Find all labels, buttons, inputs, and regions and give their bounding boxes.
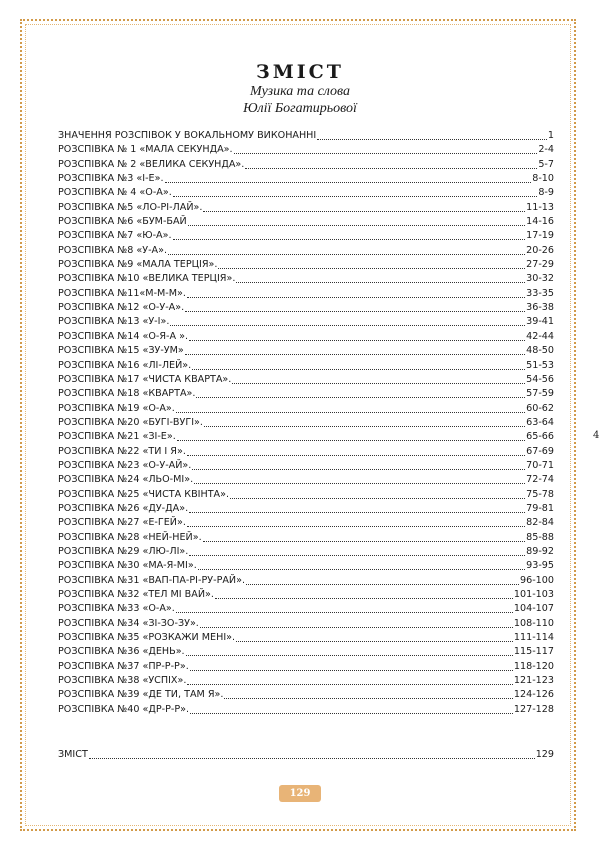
toc-entry-label: РОЗСПІВКА № 4 «О-А». xyxy=(58,187,172,199)
toc-entry[interactable] xyxy=(58,703,554,717)
toc-entry-label: РОЗСПІВКА №12 «О-У-А». xyxy=(58,302,185,314)
toc-leader-dots xyxy=(196,387,525,398)
toc-entry[interactable] xyxy=(58,387,554,401)
toc-leader-dots xyxy=(236,272,525,283)
toc-entry-label: РОЗСПІВКА №38 «УСПІХ». xyxy=(58,675,187,687)
toc-entry-label: РОЗСПІВКА №34 «ЗІ-ЗО-ЗУ». xyxy=(58,617,199,629)
toc-entry-label: РОЗСПІВКА №16 «ЛІ-ЛЕЙ». xyxy=(58,359,192,371)
toc-entry[interactable] xyxy=(58,143,554,157)
toc-entry[interactable] xyxy=(58,660,554,674)
toc-entry[interactable] xyxy=(58,459,554,473)
toc-entry[interactable] xyxy=(58,158,554,172)
toc-entry-label: РОЗСПІВКА №15 «ЗУ-УМ» xyxy=(58,345,184,357)
toc-entry-pages: 72-74 xyxy=(526,474,554,486)
toc-leader-dots xyxy=(187,516,525,527)
toc-entry-pages: 42-44 xyxy=(526,330,554,342)
toc-leader-dots xyxy=(192,459,525,470)
author-name: Юлії Богатирьової xyxy=(243,101,357,116)
toc-entry-label: РОЗСПІВКА №9 «МАЛА ТЕРЦІЯ». xyxy=(58,259,218,271)
toc-entry[interactable] xyxy=(58,315,554,329)
toc-leader-dots xyxy=(187,674,512,685)
toc-entry-pages: 127-128 xyxy=(513,703,554,715)
toc-entry-label: РОЗСПІВКА №13 «У-І». xyxy=(58,316,170,328)
toc-entry-pages: 63-64 xyxy=(526,416,554,428)
toc-leader-dots xyxy=(173,186,538,197)
toc-entry-label: РОЗСПІВКА №26 «ДУ-ДА». xyxy=(58,502,189,514)
toc-entry-pages: 75-78 xyxy=(526,488,554,500)
toc-entry-label: РОЗСПІВКА №25 «ЧИСТА КВІНТА». xyxy=(58,488,230,500)
toc-entry-pages: 115-117 xyxy=(513,646,554,658)
toc-leader-dots xyxy=(177,430,525,441)
toc-leader-dots xyxy=(246,574,519,585)
toc-entry-pages: 8-10 xyxy=(532,173,554,185)
toc-entry-label: РОЗСПІВКА №10 «ВЕЛИКА ТЕРЦІЯ». xyxy=(58,273,236,285)
toc-entry-label: РОЗСПІВКА №24 «ЛЬО-МІ». xyxy=(58,474,194,486)
toc-entry[interactable] xyxy=(58,330,554,344)
toc-entry[interactable] xyxy=(58,215,554,229)
toc-entry-label: РОЗСПІВКА №35 «РОЗКАЖИ МЕНІ». xyxy=(58,632,236,644)
toc-entry-pages: 111-114 xyxy=(513,632,554,644)
toc-entry[interactable] xyxy=(58,186,554,200)
toc-entry-pages: 70-71 xyxy=(526,459,554,471)
toc-leader-dots xyxy=(189,330,525,341)
toc-leader-dots xyxy=(186,645,513,656)
toc-footer xyxy=(58,748,554,762)
toc-leader-dots xyxy=(194,473,525,484)
toc-entry-label: РОЗСПІВКА №32 «ТЕЛ МІ ВАЙ». xyxy=(58,589,214,600)
toc-entry-pages: 14-16 xyxy=(526,216,554,228)
toc-entry[interactable] xyxy=(58,229,554,243)
toc-entry-pages: 1 xyxy=(547,130,554,141)
toc-entry-pages: 65-66 xyxy=(526,431,554,443)
toc-entry-pages: 93-95 xyxy=(526,560,554,572)
toc-entry[interactable] xyxy=(58,545,554,559)
toc-entry-label: РОЗСПІВКА №39 «ДЕ ТИ, ТАМ Я». xyxy=(58,689,224,701)
toc-entry[interactable] xyxy=(58,617,554,631)
toc-entry[interactable] xyxy=(58,373,554,387)
toc-entry-label: РОЗСПІВКА №40 «ДР-Р-Р». xyxy=(58,703,190,715)
toc-entry[interactable] xyxy=(58,344,554,358)
toc-leader-dots xyxy=(317,129,547,140)
toc-entry-label: РОЗСПІВКА №5 «ЛО-РІ-ЛАЙ». xyxy=(58,201,203,213)
toc-entry-label: ЗНАЧЕННЯ РОЗСПІВОК У ВОКАЛЬНОМУ ВИКОНАННІ xyxy=(58,130,317,141)
toc-entry-label: РОЗСПІВКА №28 «НЕЙ-НЕЙ». xyxy=(58,531,202,543)
toc-leader-dots xyxy=(236,631,513,642)
toc-entry[interactable] xyxy=(58,430,554,444)
toc-leader-dots xyxy=(203,201,525,212)
toc-leader-dots xyxy=(189,502,525,513)
page-title: ЗМІСТ xyxy=(256,61,344,83)
toc-entry-label: РОЗСПІВКА №6 «БУМ-БАЙ xyxy=(58,216,187,228)
toc-entry-pages: 51-53 xyxy=(526,359,554,371)
toc-entry-label: РОЗСПІВКА № 1 «МАЛА СЕКУНДА». xyxy=(58,144,233,156)
toc-leader-dots xyxy=(224,688,512,699)
toc-entry-pages: 124-126 xyxy=(513,689,554,701)
toc-entry[interactable] xyxy=(58,688,554,702)
toc-leader-dots xyxy=(170,315,525,326)
toc-entry-pages: 101-103 xyxy=(513,589,554,600)
toc-entry-label: РОЗСПІВКА №27 «Е-ГЕЙ». xyxy=(58,517,186,529)
toc-entry-pages: 121-123 xyxy=(513,675,554,687)
toc-leader-dots xyxy=(218,258,525,269)
toc-entry-label: РОЗСПІВКА №37 «ПР-Р-Р». xyxy=(58,660,189,672)
toc-entry[interactable] xyxy=(58,244,554,258)
toc-leader-dots xyxy=(185,301,525,312)
toc-entry[interactable] xyxy=(58,674,554,688)
toc-leader-dots xyxy=(230,488,525,499)
toc-entry-pages: 79-81 xyxy=(526,502,554,514)
toc-entry-pages: 57-59 xyxy=(526,388,554,400)
toc-entry[interactable] xyxy=(58,531,554,545)
toc-leader-dots xyxy=(204,416,525,427)
toc-entry-pages: 36-38 xyxy=(526,302,554,314)
toc-entry[interactable] xyxy=(58,559,554,573)
toc-leader-dots xyxy=(192,359,525,370)
toc-entry-label: РОЗСПІВКА №14 «О-Я-А ». xyxy=(58,330,189,342)
toc-leader-dots xyxy=(189,545,525,556)
toc-entry-label: РОЗСПІВКА №36 «ДЕНЬ». xyxy=(58,646,185,658)
toc-entry-label: РОЗСПІВКА №22 «ТИ І Я». xyxy=(58,445,186,457)
toc-entry[interactable] xyxy=(58,129,554,143)
toc-leader-dots xyxy=(198,559,525,570)
toc-entry-pages: 54-56 xyxy=(526,373,554,385)
toc-leader-dots xyxy=(190,703,513,714)
toc-leader-dots xyxy=(234,143,538,154)
toc-leader-dots xyxy=(188,215,525,226)
toc-leader-dots xyxy=(245,158,537,169)
toc-leader-dots xyxy=(187,445,525,456)
toc-entry-pages: 104-107 xyxy=(513,603,554,615)
toc-entry-pages: 11-13 xyxy=(526,201,554,213)
toc-entry-label: РОЗСПІВКА № 2 «ВЕЛИКА СЕКУНДА». xyxy=(58,158,245,170)
toc-entry[interactable] xyxy=(58,574,554,588)
toc-entry[interactable] xyxy=(58,502,554,516)
toc-entry[interactable] xyxy=(58,402,554,416)
toc-leader-dots xyxy=(165,172,532,183)
toc-entry-label: РОЗСПІВКА №3 «І-Е». xyxy=(58,173,164,185)
toc-entry-pages: 5-7 xyxy=(538,158,554,170)
toc-entry-label: РОЗСПІВКА №30 «МА-Я-МІ». xyxy=(58,560,197,572)
toc-entry-pages: 108-110 xyxy=(513,617,554,629)
toc-entry-label: РОЗСПІВКА №29 «ЛЮ-ЛІ». xyxy=(58,545,189,557)
toc-entry[interactable] xyxy=(58,488,554,502)
toc-entry-pages: 2-4 xyxy=(538,144,554,156)
toc-entry-label: ЗМІСТ xyxy=(58,749,88,760)
toc-entry[interactable] xyxy=(58,416,554,430)
toc-entry[interactable] xyxy=(58,748,554,762)
toc-entry-pages: 96-100 xyxy=(520,574,554,586)
toc-entry-pages: 33-35 xyxy=(526,287,554,299)
toc-leader-dots xyxy=(215,588,513,599)
toc-entry-pages: 85-88 xyxy=(526,531,554,543)
toc-entry-label: РОЗСПІВКА №23 «О-У-АЙ». xyxy=(58,459,192,471)
toc-entry[interactable] xyxy=(58,258,554,272)
toc-entry[interactable] xyxy=(58,272,554,286)
page-subtitle: Музика та слова xyxy=(249,84,351,99)
toc-entry-label: РОЗСПІВКА №7 «Ю-А». xyxy=(58,230,172,242)
toc-entry-label: РОЗСПІВКА №19 «О-А». xyxy=(58,402,175,414)
toc-leader-dots xyxy=(232,373,525,384)
toc-entry-pages: 60-62 xyxy=(526,402,554,414)
toc-entry[interactable] xyxy=(58,516,554,530)
side-page-marker: 4 xyxy=(593,430,600,441)
toc-leader-dots xyxy=(203,531,525,542)
toc-leader-dots xyxy=(200,617,513,628)
toc-leader-dots xyxy=(176,402,525,413)
toc-leader-dots xyxy=(168,244,525,255)
toc-entry-label: РОЗСПІВКА №18 «КВАРТА». xyxy=(58,388,196,400)
toc-entry-pages: 27-29 xyxy=(526,259,554,271)
toc-entry[interactable] xyxy=(58,645,554,659)
toc-entry-pages: 89-92 xyxy=(526,545,554,557)
toc-entry-label: РОЗСПІВКА №33 «О-А». xyxy=(58,603,175,615)
page-number-badge: 129 xyxy=(279,785,321,802)
toc-entry[interactable] xyxy=(58,301,554,315)
toc-entry-pages: 82-84 xyxy=(526,517,554,529)
toc-entry-pages: 48-50 xyxy=(526,345,554,357)
toc-entry-label: РОЗСПІВКА №11«М-М-М». xyxy=(58,287,186,299)
toc-entry-label: РОЗСПІВКА №21 «ЗІ-Е». xyxy=(58,431,176,443)
toc-entry[interactable] xyxy=(58,201,554,215)
toc-leader-dots xyxy=(187,287,525,298)
toc-entry[interactable] xyxy=(58,359,554,373)
toc-entry-pages: 67-69 xyxy=(526,445,554,457)
toc-entry[interactable] xyxy=(58,287,554,301)
toc-entry-pages: 17-19 xyxy=(526,230,554,242)
toc-entry[interactable] xyxy=(58,172,554,186)
toc-entry-pages: 8-9 xyxy=(538,187,554,199)
toc-leader-dots xyxy=(173,229,526,240)
toc-entry-label: РОЗСПІВКА №20 «БУГІ-ВУГІ». xyxy=(58,416,203,428)
toc-entry-pages: 118-120 xyxy=(513,660,554,672)
toc-leader-dots xyxy=(89,748,535,759)
toc-entry-pages: 30-32 xyxy=(526,273,554,285)
toc-entry[interactable] xyxy=(58,445,554,459)
toc-entry-label: РОЗСПІВКА №31 «ВАП-ПА-РІ-РУ-РАЙ». xyxy=(58,574,246,586)
toc-entry-label: РОЗСПІВКА №8 «У-А». xyxy=(58,244,168,256)
toc-entry-label: РОЗСПІВКА №17 «ЧИСТА КВАРТА». xyxy=(58,373,232,385)
toc-entry-pages: 39-41 xyxy=(526,316,554,328)
toc-entry[interactable] xyxy=(58,473,554,487)
toc-leader-dots xyxy=(190,660,513,671)
toc-entry[interactable] xyxy=(58,588,554,602)
toc-entry[interactable] xyxy=(58,631,554,645)
toc-leader-dots xyxy=(176,602,513,613)
table-of-contents xyxy=(58,129,554,717)
toc-entry[interactable] xyxy=(58,602,554,616)
toc-entry-pages: 129 xyxy=(535,749,554,760)
toc-entry-pages: 20-26 xyxy=(526,244,554,256)
toc-leader-dots xyxy=(185,344,525,355)
